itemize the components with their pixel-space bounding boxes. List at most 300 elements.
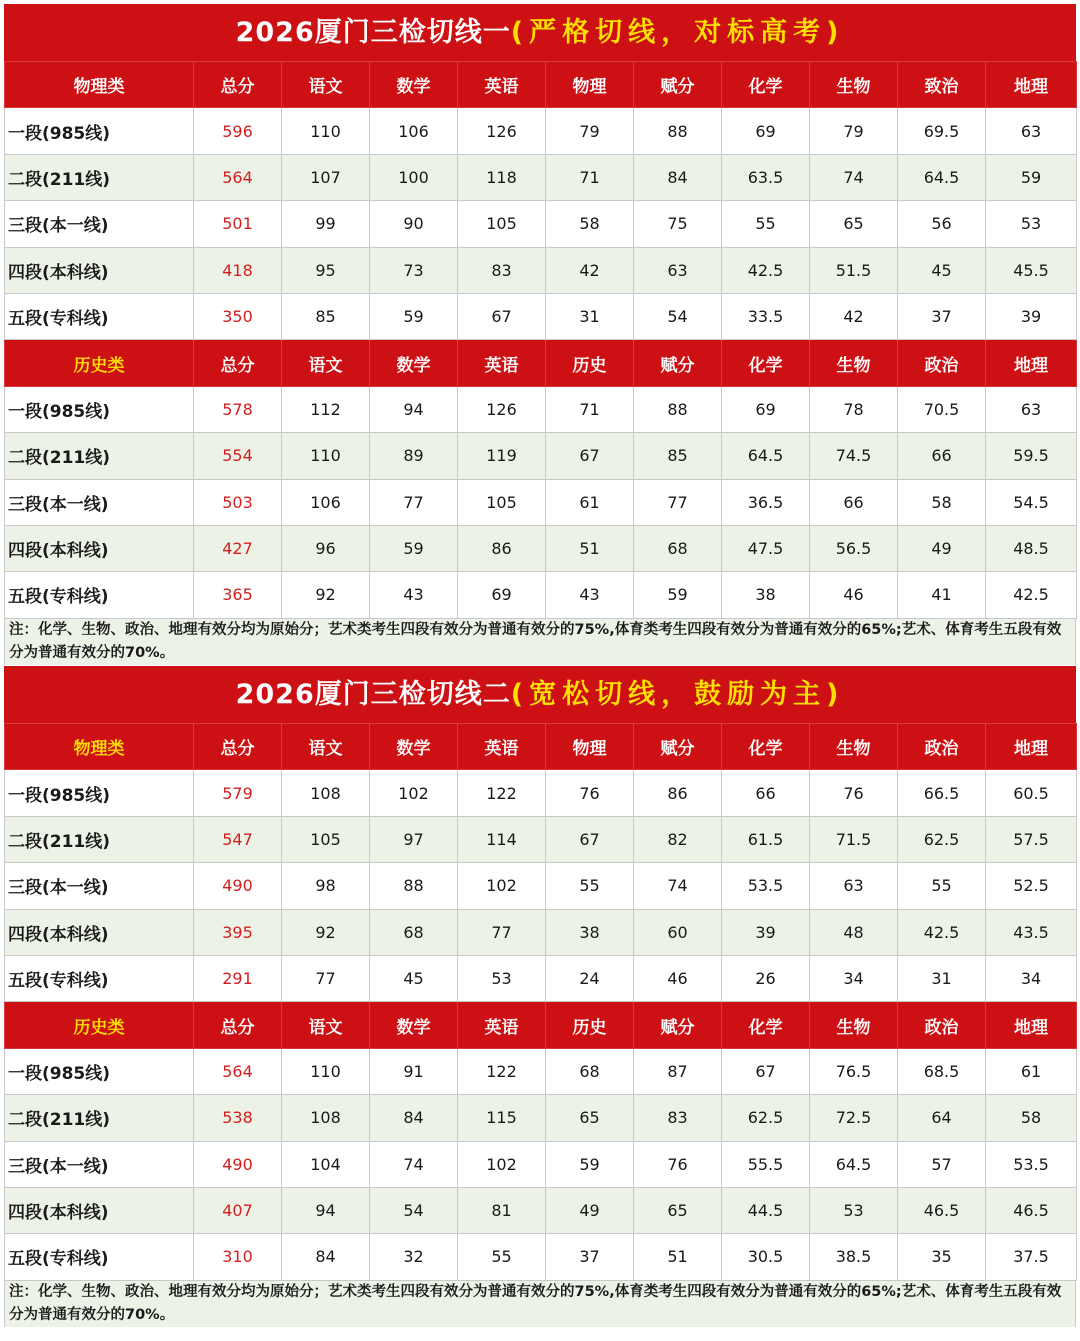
- title-main: 2026厦门三检切线一: [235, 17, 511, 48]
- table-row: [5, 1187, 1077, 1233]
- score-cell: 42: [810, 293, 898, 339]
- score-cell: 104: [282, 1141, 370, 1187]
- score-cell: 44.5: [722, 1187, 810, 1233]
- score-cell: 45.5: [986, 247, 1077, 293]
- score-cell: 69: [458, 572, 546, 618]
- score-cell: 61: [546, 479, 634, 525]
- score-cell: 108: [282, 1095, 370, 1141]
- score-cell: 37: [546, 1234, 634, 1280]
- score-cell: 48.5: [986, 525, 1077, 571]
- score-cell: 26: [722, 955, 810, 1001]
- column-header: 生物: [810, 1002, 898, 1048]
- score-cell: 69.5: [898, 108, 986, 154]
- score-cell: 65: [634, 1187, 722, 1233]
- column-header: 物理: [546, 724, 634, 770]
- column-header: 化学: [722, 1002, 810, 1048]
- column-header: 英语: [458, 724, 546, 770]
- score-cell: 81: [458, 1187, 546, 1233]
- score-cell: 59: [986, 154, 1077, 200]
- score-cell: 53: [986, 201, 1077, 247]
- score-cell: 66: [898, 433, 986, 479]
- score-cell: 68: [634, 525, 722, 571]
- score-cell: 36.5: [722, 479, 810, 525]
- column-header: 总分: [194, 340, 282, 386]
- score-cell: 78: [810, 386, 898, 432]
- column-header: 语文: [282, 340, 370, 386]
- column-header: 历史: [546, 1002, 634, 1048]
- level-label: 三段(本一线): [5, 1141, 194, 1187]
- score-cell: 74: [634, 863, 722, 909]
- score-cell: 38.5: [810, 1234, 898, 1280]
- header-row: [5, 1002, 1077, 1048]
- column-header: 地理: [986, 62, 1077, 108]
- score-cell: 51: [546, 525, 634, 571]
- column-header: 地理: [986, 724, 1077, 770]
- column-header: 地理: [986, 340, 1077, 386]
- score-cell: 62.5: [898, 816, 986, 862]
- level-label: 四段(本科线): [5, 247, 194, 293]
- score-cell: 96: [282, 525, 370, 571]
- total-score-cell: 365: [194, 572, 282, 618]
- level-label: 三段(本一线): [5, 863, 194, 909]
- level-label: 一段(985线): [5, 770, 194, 816]
- column-header: 总分: [194, 1002, 282, 1048]
- table-row: [5, 572, 1077, 618]
- table-row: [5, 386, 1077, 432]
- cutoff-section-2: [4, 666, 1076, 1327]
- score-cell: 61.5: [722, 816, 810, 862]
- score-cell: 31: [546, 293, 634, 339]
- table-row: [5, 863, 1077, 909]
- score-cell: 126: [458, 386, 546, 432]
- column-header: 物理: [546, 62, 634, 108]
- score-cell: 71: [546, 154, 634, 200]
- note-text: 注：化学、生物、政治、地理有效分均为原始分；艺术类考生四段有效分为普通有效分的75%,体育类考生四段有效分为普通有效分的65%;艺术、体育考生五段有效分为普通有效分的70%。: [4, 1281, 1076, 1327]
- score-cell: 64.5: [722, 433, 810, 479]
- score-cell: 55: [458, 1234, 546, 1280]
- score-cell: 71: [546, 386, 634, 432]
- score-cell: 122: [458, 770, 546, 816]
- table-row: [5, 816, 1077, 862]
- score-cell: 30.5: [722, 1234, 810, 1280]
- score-cell: 51: [634, 1234, 722, 1280]
- score-cell: 71.5: [810, 816, 898, 862]
- column-header: 语文: [282, 62, 370, 108]
- score-cell: 79: [810, 108, 898, 154]
- score-cell: 53: [810, 1187, 898, 1233]
- score-cell: 65: [810, 201, 898, 247]
- column-header: 语文: [282, 1002, 370, 1048]
- category-header: 物理类: [5, 62, 194, 108]
- score-cell: 68.5: [898, 1048, 986, 1094]
- score-cell: 55: [722, 201, 810, 247]
- column-header: 政治: [898, 340, 986, 386]
- score-cell: 66.5: [898, 770, 986, 816]
- column-header: 数学: [370, 724, 458, 770]
- level-label: 三段(本一线): [5, 479, 194, 525]
- column-header: 数学: [370, 340, 458, 386]
- column-header: 总分: [194, 62, 282, 108]
- score-cell: 49: [898, 525, 986, 571]
- column-header: 语文: [282, 724, 370, 770]
- category-header: 历史类: [5, 340, 194, 386]
- total-score-cell: 564: [194, 1048, 282, 1094]
- score-cell: 83: [458, 247, 546, 293]
- score-cell: 57.5: [986, 816, 1077, 862]
- score-cell: 88: [634, 108, 722, 154]
- total-score-cell: 578: [194, 386, 282, 432]
- score-cell: 105: [458, 479, 546, 525]
- level-label: 一段(985线): [5, 108, 194, 154]
- score-cell: 94: [370, 386, 458, 432]
- score-cell: 59: [370, 525, 458, 571]
- score-cell: 43: [370, 572, 458, 618]
- score-cell: 114: [458, 816, 546, 862]
- score-cell: 63.5: [722, 154, 810, 200]
- score-cell: 86: [458, 525, 546, 571]
- score-cell: 110: [282, 1048, 370, 1094]
- score-cell: 56.5: [810, 525, 898, 571]
- score-cell: 32: [370, 1234, 458, 1280]
- level-label: 四段(本科线): [5, 1187, 194, 1233]
- score-cell: 102: [370, 770, 458, 816]
- column-header: 赋分: [634, 340, 722, 386]
- score-cell: 56: [898, 201, 986, 247]
- column-header: 化学: [722, 62, 810, 108]
- score-cell: 58: [986, 1095, 1077, 1141]
- score-cell: 82: [634, 816, 722, 862]
- score-cell: 64: [898, 1095, 986, 1141]
- score-cell: 33.5: [722, 293, 810, 339]
- total-score-cell: 407: [194, 1187, 282, 1233]
- score-cell: 61: [986, 1048, 1077, 1094]
- score-cell: 42.5: [722, 247, 810, 293]
- level-label: 五段(专科线): [5, 1234, 194, 1280]
- score-cell: 34: [986, 955, 1077, 1001]
- score-cell: 122: [458, 1048, 546, 1094]
- score-cell: 46.5: [898, 1187, 986, 1233]
- score-cell: 107: [282, 154, 370, 200]
- table-row: [5, 293, 1077, 339]
- score-cell: 70.5: [898, 386, 986, 432]
- score-cell: 59.5: [986, 433, 1077, 479]
- score-cell: 51.5: [810, 247, 898, 293]
- note-text: 注：化学、生物、政治、地理有效分均为原始分；艺术类考生四段有效分为普通有效分的75%,体育类考生四段有效分为普通有效分的65%;艺术、体育考生五段有效分为普通有效分的70%。: [4, 619, 1076, 665]
- total-score-cell: 490: [194, 863, 282, 909]
- score-cell: 42: [546, 247, 634, 293]
- column-header: 政治: [898, 724, 986, 770]
- column-header: 生物: [810, 340, 898, 386]
- score-cell: 98: [282, 863, 370, 909]
- score-cell: 73: [370, 247, 458, 293]
- score-cell: 64.5: [898, 154, 986, 200]
- score-cell: 63: [810, 863, 898, 909]
- score-cell: 72.5: [810, 1095, 898, 1141]
- score-cell: 54: [370, 1187, 458, 1233]
- total-score-cell: 554: [194, 433, 282, 479]
- score-cell: 92: [282, 909, 370, 955]
- level-label: 二段(211线): [5, 816, 194, 862]
- column-header: 历史: [546, 340, 634, 386]
- level-label: 一段(985线): [5, 386, 194, 432]
- column-header: 生物: [810, 724, 898, 770]
- column-header: 化学: [722, 340, 810, 386]
- score-cell: 105: [458, 201, 546, 247]
- score-cell: 54: [634, 293, 722, 339]
- score-cell: 115: [458, 1095, 546, 1141]
- score-cell: 53.5: [722, 863, 810, 909]
- score-cell: 89: [370, 433, 458, 479]
- column-header: 生物: [810, 62, 898, 108]
- score-cell: 67: [546, 816, 634, 862]
- table-row: [5, 1048, 1077, 1094]
- score-cell: 63: [634, 247, 722, 293]
- table-row: [5, 108, 1077, 154]
- total-score-cell: 501: [194, 201, 282, 247]
- score-cell: 75: [634, 201, 722, 247]
- score-cell: 58: [546, 201, 634, 247]
- score-cell: 55: [898, 863, 986, 909]
- total-score-cell: 490: [194, 1141, 282, 1187]
- total-score-cell: 350: [194, 293, 282, 339]
- cutoff-table: [4, 723, 1077, 1281]
- score-cell: 102: [458, 1141, 546, 1187]
- score-cell: 64.5: [810, 1141, 898, 1187]
- score-cell: 59: [370, 293, 458, 339]
- column-header: 政治: [898, 1002, 986, 1048]
- total-score-cell: 547: [194, 816, 282, 862]
- score-cell: 84: [282, 1234, 370, 1280]
- score-cell: 79: [546, 108, 634, 154]
- score-cell: 37: [898, 293, 986, 339]
- header-row: [5, 724, 1077, 770]
- score-cell: 76: [546, 770, 634, 816]
- score-cell: 74.5: [810, 433, 898, 479]
- total-score-cell: 579: [194, 770, 282, 816]
- section-title: [4, 666, 1076, 723]
- level-label: 五段(专科线): [5, 293, 194, 339]
- score-cell: 77: [370, 479, 458, 525]
- level-label: 二段(211线): [5, 433, 194, 479]
- score-cell: 69: [722, 108, 810, 154]
- column-header: 赋分: [634, 1002, 722, 1048]
- score-cell: 84: [634, 154, 722, 200]
- score-cell: 49: [546, 1187, 634, 1233]
- score-cell: 42.5: [986, 572, 1077, 618]
- score-cell: 66: [810, 479, 898, 525]
- column-header: 致治: [898, 62, 986, 108]
- score-cell: 38: [546, 909, 634, 955]
- score-cell: 118: [458, 154, 546, 200]
- column-header: 地理: [986, 1002, 1077, 1048]
- score-cell: 108: [282, 770, 370, 816]
- score-cell: 105: [282, 816, 370, 862]
- score-cell: 85: [282, 293, 370, 339]
- column-header: 英语: [458, 340, 546, 386]
- score-cell: 106: [370, 108, 458, 154]
- score-cell: 92: [282, 572, 370, 618]
- score-cell: 59: [546, 1141, 634, 1187]
- category-header: 历史类: [5, 1002, 194, 1048]
- score-cell: 39: [722, 909, 810, 955]
- column-header: 数学: [370, 62, 458, 108]
- score-cell: 119: [458, 433, 546, 479]
- table-row: [5, 247, 1077, 293]
- column-header: 英语: [458, 62, 546, 108]
- score-cell: 38: [722, 572, 810, 618]
- score-cell: 95: [282, 247, 370, 293]
- title-main: 2026厦门三检切线二: [235, 679, 511, 710]
- score-cell: 43.5: [986, 909, 1077, 955]
- score-cell: 42.5: [898, 909, 986, 955]
- score-cell: 74: [810, 154, 898, 200]
- score-cell: 68: [546, 1048, 634, 1094]
- cutoff-section-1: [4, 4, 1076, 665]
- title-highlight: (宽松切线，鼓励为主): [510, 679, 845, 710]
- score-cell: 60.5: [986, 770, 1077, 816]
- level-label: 四段(本科线): [5, 525, 194, 571]
- score-cell: 74: [370, 1141, 458, 1187]
- score-cell: 47.5: [722, 525, 810, 571]
- table-row: [5, 1234, 1077, 1280]
- score-cell: 48: [810, 909, 898, 955]
- score-cell: 52.5: [986, 863, 1077, 909]
- score-cell: 35: [898, 1234, 986, 1280]
- score-cell: 53: [458, 955, 546, 1001]
- score-cell: 57: [898, 1141, 986, 1187]
- score-cell: 58: [898, 479, 986, 525]
- score-cell: 126: [458, 108, 546, 154]
- level-label: 五段(专科线): [5, 572, 194, 618]
- score-cell: 67: [546, 433, 634, 479]
- score-cell: 102: [458, 863, 546, 909]
- score-cell: 65: [546, 1095, 634, 1141]
- score-cell: 76: [810, 770, 898, 816]
- header-row: [5, 62, 1077, 108]
- score-cell: 77: [282, 955, 370, 1001]
- level-label: 三段(本一线): [5, 201, 194, 247]
- score-cell: 63: [986, 108, 1077, 154]
- table-row: [5, 770, 1077, 816]
- level-label: 四段(本科线): [5, 909, 194, 955]
- table-row: [5, 955, 1077, 1001]
- score-cell: 69: [722, 386, 810, 432]
- cutoff-table: [4, 61, 1077, 619]
- score-cell: 86: [634, 770, 722, 816]
- score-cell: 110: [282, 108, 370, 154]
- score-cell: 68: [370, 909, 458, 955]
- total-score-cell: 310: [194, 1234, 282, 1280]
- score-cell: 88: [370, 863, 458, 909]
- total-score-cell: 427: [194, 525, 282, 571]
- score-cell: 55.5: [722, 1141, 810, 1187]
- column-header: 数学: [370, 1002, 458, 1048]
- score-cell: 41: [898, 572, 986, 618]
- score-cell: 77: [634, 479, 722, 525]
- score-cell: 97: [370, 816, 458, 862]
- column-header: 英语: [458, 1002, 546, 1048]
- score-cell: 43: [546, 572, 634, 618]
- score-cell: 67: [722, 1048, 810, 1094]
- score-cell: 31: [898, 955, 986, 1001]
- score-cell: 46: [634, 955, 722, 1001]
- score-cell: 54.5: [986, 479, 1077, 525]
- table-row: [5, 433, 1077, 479]
- total-score-cell: 538: [194, 1095, 282, 1141]
- table-row: [5, 479, 1077, 525]
- section-title: [4, 4, 1076, 61]
- score-cell: 59: [634, 572, 722, 618]
- score-cell: 94: [282, 1187, 370, 1233]
- total-score-cell: 395: [194, 909, 282, 955]
- score-cell: 85: [634, 433, 722, 479]
- score-cell: 90: [370, 201, 458, 247]
- table-row: [5, 201, 1077, 247]
- level-label: 二段(211线): [5, 1095, 194, 1141]
- score-cell: 112: [282, 386, 370, 432]
- category-header: 物理类: [5, 724, 194, 770]
- score-cell: 88: [634, 386, 722, 432]
- table-row: [5, 909, 1077, 955]
- score-cell: 55: [546, 863, 634, 909]
- score-cell: 100: [370, 154, 458, 200]
- column-header: 化学: [722, 724, 810, 770]
- score-cell: 66: [722, 770, 810, 816]
- score-cell: 62.5: [722, 1095, 810, 1141]
- score-cell: 45: [370, 955, 458, 1001]
- table-row: [5, 1141, 1077, 1187]
- score-cell: 110: [282, 433, 370, 479]
- header-row: [5, 340, 1077, 386]
- table-row: [5, 525, 1077, 571]
- score-cell: 83: [634, 1095, 722, 1141]
- score-cell: 39: [986, 293, 1077, 339]
- table-row: [5, 154, 1077, 200]
- level-label: 五段(专科线): [5, 955, 194, 1001]
- total-score-cell: 291: [194, 955, 282, 1001]
- level-label: 二段(211线): [5, 154, 194, 200]
- score-cell: 84: [370, 1095, 458, 1141]
- total-score-cell: 503: [194, 479, 282, 525]
- level-label: 一段(985线): [5, 1048, 194, 1094]
- score-cell: 24: [546, 955, 634, 1001]
- score-cell: 53.5: [986, 1141, 1077, 1187]
- score-cell: 77: [458, 909, 546, 955]
- score-cell: 34: [810, 955, 898, 1001]
- column-header: 总分: [194, 724, 282, 770]
- total-score-cell: 564: [194, 154, 282, 200]
- score-cell: 106: [282, 479, 370, 525]
- score-cell: 87: [634, 1048, 722, 1094]
- column-header: 赋分: [634, 724, 722, 770]
- score-cell: 37.5: [986, 1234, 1077, 1280]
- score-cell: 76.5: [810, 1048, 898, 1094]
- score-cell: 67: [458, 293, 546, 339]
- score-cell: 46: [810, 572, 898, 618]
- score-cell: 60: [634, 909, 722, 955]
- table-row: [5, 1095, 1077, 1141]
- total-score-cell: 596: [194, 108, 282, 154]
- score-cell: 99: [282, 201, 370, 247]
- title-highlight: (严格切线，对标高考): [510, 17, 845, 48]
- score-cell: 91: [370, 1048, 458, 1094]
- score-cell: 76: [634, 1141, 722, 1187]
- column-header: 赋分: [634, 62, 722, 108]
- score-cell: 46.5: [986, 1187, 1077, 1233]
- score-cell: 45: [898, 247, 986, 293]
- score-cell: 63: [986, 386, 1077, 432]
- total-score-cell: 418: [194, 247, 282, 293]
